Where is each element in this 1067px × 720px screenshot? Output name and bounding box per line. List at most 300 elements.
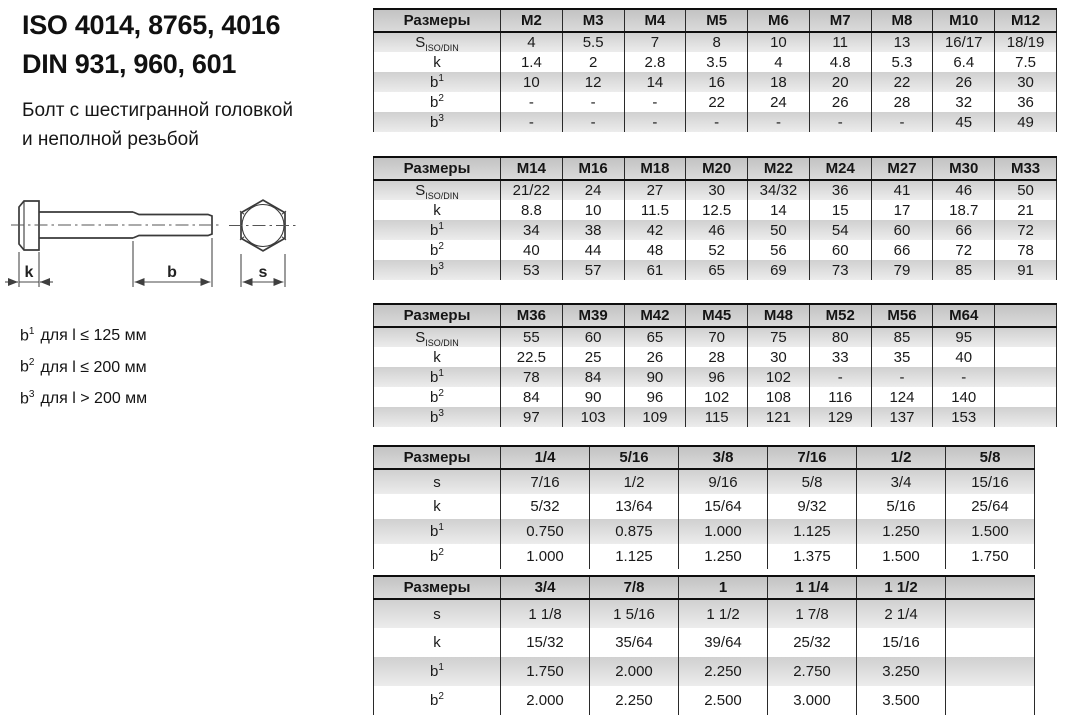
size-column-header: 1/4	[501, 446, 590, 469]
value-cell: 72	[933, 240, 995, 260]
value-cell: 21	[995, 200, 1057, 220]
value-cell: 9/16	[679, 469, 768, 494]
row-label: $b^2$	[374, 686, 501, 715]
value-cell: -	[748, 112, 810, 132]
size-column-header: M18	[624, 157, 686, 180]
value-cell: 18/19	[995, 32, 1057, 52]
value-cell: 4	[501, 32, 563, 52]
value-cell: 90	[562, 387, 624, 407]
value-cell: 1.500	[946, 519, 1035, 544]
value-cell: 22	[871, 72, 933, 92]
value-cell: 1.250	[679, 544, 768, 569]
value-cell: 85	[933, 260, 995, 280]
dim-label-b: b	[167, 264, 177, 281]
value-cell: 44	[562, 240, 624, 260]
value-cell: 5.5	[562, 32, 624, 52]
table-row	[374, 52, 1057, 72]
row-label: $b^1$	[374, 72, 501, 92]
value-cell: 1 7/8	[768, 599, 857, 628]
value-cell: 53	[501, 260, 563, 280]
value-cell: 1.375	[768, 544, 857, 569]
row-label: $S_{ISO/DIN}$	[374, 32, 501, 52]
table-row	[374, 260, 1057, 280]
note-superscript: 3	[28, 388, 35, 400]
value-cell: -	[501, 112, 563, 132]
table-row	[374, 407, 1057, 427]
value-cell: 3.000	[768, 686, 857, 715]
value-cell: -	[871, 112, 933, 132]
value-cell: 91	[995, 260, 1057, 280]
size-column-header: M30	[933, 157, 995, 180]
table-row	[374, 494, 1035, 519]
value-cell: 61	[624, 260, 686, 280]
row-label: k	[374, 52, 501, 72]
value-cell: 2.250	[679, 657, 768, 686]
value-cell: 21/22	[501, 180, 563, 200]
row-label: $b^2$	[374, 240, 501, 260]
table-row	[374, 387, 1057, 407]
note-b1	[20, 318, 147, 349]
sizes-header-cell: Размеры	[374, 304, 501, 327]
table-row	[374, 200, 1057, 220]
row-label: $S_{ISO/DIN}$	[374, 327, 501, 347]
value-cell: 96	[624, 387, 686, 407]
dimension-table	[373, 156, 1057, 280]
row-label: $b^2$	[374, 544, 501, 569]
table-row	[374, 367, 1057, 387]
value-cell: 6.4	[933, 52, 995, 72]
value-cell: 33	[809, 347, 871, 367]
value-cell: 50	[748, 220, 810, 240]
size-column-header: M10	[933, 9, 995, 32]
row-label: $b^1$	[374, 657, 501, 686]
value-cell: 50	[995, 180, 1057, 200]
size-column-header: M4	[624, 9, 686, 32]
value-cell: 1.125	[590, 544, 679, 569]
value-cell: 15/32	[501, 628, 590, 657]
value-cell: 15/16	[946, 469, 1035, 494]
note-symbol: b	[20, 389, 29, 407]
size-column-header: M39	[562, 304, 624, 327]
value-cell: -	[562, 112, 624, 132]
value-cell: 102	[748, 367, 810, 387]
product-subtitle-line1: Болт с шестигранной головкой	[22, 100, 293, 121]
dimension-table	[373, 303, 1057, 427]
value-cell: 25	[562, 347, 624, 367]
value-cell: 1.250	[857, 519, 946, 544]
note-condition: для l ≤ 200 мм	[40, 358, 147, 376]
value-cell: 8	[686, 32, 748, 52]
value-cell: 129	[809, 407, 871, 427]
value-cell: 65	[686, 260, 748, 280]
value-cell: 96	[686, 367, 748, 387]
size-column-header: M7	[809, 9, 871, 32]
value-cell: 2.250	[590, 686, 679, 715]
value-cell: 1/2	[590, 469, 679, 494]
value-cell: 124	[871, 387, 933, 407]
value-cell: 109	[624, 407, 686, 427]
value-cell: 153	[933, 407, 995, 427]
value-cell: 5/32	[501, 494, 590, 519]
value-cell: 78	[995, 240, 1057, 260]
product-subtitle	[22, 96, 293, 154]
value-cell: 5/16	[857, 494, 946, 519]
value-cell: 40	[933, 347, 995, 367]
value-cell	[995, 407, 1057, 427]
value-cell: 27	[624, 180, 686, 200]
table-metric-m36-m64	[373, 303, 1057, 427]
value-cell: 49	[995, 112, 1057, 132]
value-cell: 32	[933, 92, 995, 112]
value-cell: 25/32	[768, 628, 857, 657]
value-cell: 46	[686, 220, 748, 240]
table-row	[374, 519, 1035, 544]
value-cell: 90	[624, 367, 686, 387]
value-cell: 22.5	[501, 347, 563, 367]
value-cell: 22	[686, 92, 748, 112]
table-row	[374, 112, 1057, 132]
value-cell	[946, 628, 1035, 657]
value-cell: 26	[809, 92, 871, 112]
value-cell: 3.250	[857, 657, 946, 686]
dimension-k	[5, 252, 53, 287]
value-cell: 85	[871, 327, 933, 347]
value-cell: -	[562, 92, 624, 112]
size-column-header: M56	[871, 304, 933, 327]
row-label: k	[374, 200, 501, 220]
value-cell: 35/64	[590, 628, 679, 657]
sizes-header-cell: Размеры	[374, 446, 501, 469]
value-cell: 12	[562, 72, 624, 92]
value-cell: 65	[624, 327, 686, 347]
value-cell: 1.750	[946, 544, 1035, 569]
value-cell	[995, 327, 1057, 347]
table-metric-m14-m33	[373, 156, 1057, 280]
size-column-header: M33	[995, 157, 1057, 180]
value-cell: 5.3	[871, 52, 933, 72]
value-cell: 2.000	[590, 657, 679, 686]
value-cell: 40	[501, 240, 563, 260]
note-b3	[20, 381, 147, 412]
value-cell: 115	[686, 407, 748, 427]
value-cell: 97	[501, 407, 563, 427]
bolt-head-view	[229, 200, 297, 251]
value-cell: 9/32	[768, 494, 857, 519]
value-cell: 46	[933, 180, 995, 200]
value-cell: 15	[809, 200, 871, 220]
value-cell: 73	[809, 260, 871, 280]
value-cell: 60	[562, 327, 624, 347]
row-label: $b^2$	[374, 92, 501, 112]
size-column-header: M3	[562, 9, 624, 32]
size-column-header: M27	[871, 157, 933, 180]
value-cell: 20	[809, 72, 871, 92]
note-superscript: 2	[28, 357, 35, 369]
size-column-header: M8	[871, 9, 933, 32]
dim-label-s: s	[258, 264, 268, 281]
table-row	[374, 628, 1035, 657]
size-column-header: 7/16	[768, 446, 857, 469]
value-cell: 1 1/8	[501, 599, 590, 628]
value-cell: 95	[933, 327, 995, 347]
table-row	[374, 92, 1057, 112]
size-column-header: M6	[748, 9, 810, 32]
size-column-header: 5/16	[590, 446, 679, 469]
row-label: s	[374, 469, 501, 494]
value-cell: 3/4	[857, 469, 946, 494]
value-cell: 102	[686, 387, 748, 407]
value-cell: 103	[562, 407, 624, 427]
value-cell: 52	[686, 240, 748, 260]
table-row	[374, 469, 1035, 494]
row-label: $b^1$	[374, 220, 501, 240]
value-cell: 79	[871, 260, 933, 280]
value-cell: 28	[871, 92, 933, 112]
value-cell: 16	[686, 72, 748, 92]
value-cell: 42	[624, 220, 686, 240]
row-label: $b^1$	[374, 367, 501, 387]
value-cell: 11	[809, 32, 871, 52]
value-cell: 1 5/16	[590, 599, 679, 628]
product-subtitle-line2: и неполной резьбой	[22, 129, 199, 150]
value-cell: 15/64	[679, 494, 768, 519]
value-cell	[946, 599, 1035, 628]
size-column-header: 1	[679, 576, 768, 599]
value-cell: 137	[871, 407, 933, 427]
value-cell: 2 1/4	[857, 599, 946, 628]
value-cell: 38	[562, 220, 624, 240]
row-label: s	[374, 599, 501, 628]
row-label: $b^2$	[374, 387, 501, 407]
value-cell: 1.000	[501, 544, 590, 569]
value-cell: 45	[933, 112, 995, 132]
row-label: $b^3$	[374, 260, 501, 280]
size-column-header: M5	[686, 9, 748, 32]
value-cell: 10	[748, 32, 810, 52]
note-condition: для l ≤ 125 мм	[40, 327, 147, 345]
size-column-header: M16	[562, 157, 624, 180]
value-cell: 26	[933, 72, 995, 92]
table-row	[374, 180, 1057, 200]
value-cell: 11.5	[624, 200, 686, 220]
value-cell: -	[809, 112, 871, 132]
size-column-header: 1 1/4	[768, 576, 857, 599]
value-cell: 5/8	[768, 469, 857, 494]
value-cell: 24	[748, 92, 810, 112]
value-cell: 14	[624, 72, 686, 92]
dimension-table	[373, 575, 1035, 715]
sizes-header-cell: Размеры	[374, 576, 501, 599]
value-cell: 1.750	[501, 657, 590, 686]
value-cell: 18.7	[933, 200, 995, 220]
table-row	[374, 240, 1057, 260]
dimension-table	[373, 445, 1035, 569]
size-column-header: M12	[995, 9, 1057, 32]
value-cell: 4.8	[809, 52, 871, 72]
value-cell	[946, 657, 1035, 686]
value-cell: 24	[562, 180, 624, 200]
value-cell: 7.5	[995, 52, 1057, 72]
value-cell: 3.500	[857, 686, 946, 715]
value-cell: 1.125	[768, 519, 857, 544]
value-cell: 10	[501, 72, 563, 92]
size-column-header: M52	[809, 304, 871, 327]
value-cell: 15/16	[857, 628, 946, 657]
value-cell: 1.500	[857, 544, 946, 569]
value-cell: 60	[809, 240, 871, 260]
value-cell: 0.750	[501, 519, 590, 544]
value-cell: -	[686, 112, 748, 132]
row-label: k	[374, 494, 501, 519]
note-b2	[20, 349, 147, 380]
size-column-header: M45	[686, 304, 748, 327]
note-symbol: b	[20, 327, 29, 345]
value-cell: 3.5	[686, 52, 748, 72]
value-cell: 57	[562, 260, 624, 280]
value-cell: 48	[624, 240, 686, 260]
value-cell: 75	[748, 327, 810, 347]
value-cell: -	[871, 367, 933, 387]
value-cell: 116	[809, 387, 871, 407]
value-cell: 54	[809, 220, 871, 240]
table-row	[374, 686, 1035, 715]
value-cell: 78	[501, 367, 563, 387]
size-column-header: M14	[501, 157, 563, 180]
value-cell: 30	[995, 72, 1057, 92]
standards-title-iso: ISO 4014, 8765, 4016	[22, 10, 281, 40]
value-cell: 108	[748, 387, 810, 407]
size-column-header: M20	[686, 157, 748, 180]
value-cell	[995, 347, 1057, 367]
value-cell: 70	[686, 327, 748, 347]
value-cell: 121	[748, 407, 810, 427]
value-cell: 56	[748, 240, 810, 260]
value-cell: 30	[748, 347, 810, 367]
table-row	[374, 347, 1057, 367]
value-cell: 34/32	[748, 180, 810, 200]
size-column-header: 7/8	[590, 576, 679, 599]
value-cell: 80	[809, 327, 871, 347]
value-cell: 72	[995, 220, 1057, 240]
table-row	[374, 599, 1035, 628]
value-cell: 41	[871, 180, 933, 200]
value-cell: 7	[624, 32, 686, 52]
note-symbol: b	[20, 358, 29, 376]
value-cell: 35	[871, 347, 933, 367]
value-cell: 16/17	[933, 32, 995, 52]
dimension-s	[241, 254, 285, 287]
table-row	[374, 544, 1035, 569]
value-cell: 28	[686, 347, 748, 367]
value-cell: 13	[871, 32, 933, 52]
value-cell: 30	[686, 180, 748, 200]
value-cell: 2	[562, 52, 624, 72]
table-inch-large	[373, 575, 1035, 715]
value-cell: -	[933, 367, 995, 387]
value-cell: 8.8	[501, 200, 563, 220]
size-column-header: M36	[501, 304, 563, 327]
value-cell: 1.000	[679, 519, 768, 544]
table-row	[374, 657, 1035, 686]
value-cell: 55	[501, 327, 563, 347]
note-superscript: 1	[28, 326, 35, 337]
value-cell: 2.8	[624, 52, 686, 72]
value-cell: 84	[562, 367, 624, 387]
table-row	[374, 32, 1057, 52]
row-label: $S_{ISO/DIN}$	[374, 180, 501, 200]
value-cell: 39/64	[679, 628, 768, 657]
empty-header-cell	[995, 304, 1057, 327]
row-label: k	[374, 628, 501, 657]
value-cell: -	[624, 92, 686, 112]
size-column-header: 3/4	[501, 576, 590, 599]
value-cell: 14	[748, 200, 810, 220]
size-column-header: 1 1/2	[857, 576, 946, 599]
value-cell: 34	[501, 220, 563, 240]
dimension-table	[373, 8, 1057, 132]
value-cell: 36	[809, 180, 871, 200]
value-cell: 69	[748, 260, 810, 280]
note-condition: для l > 200 мм	[40, 389, 148, 407]
standards-title-block	[22, 6, 280, 84]
value-cell: 66	[933, 220, 995, 240]
table-row	[374, 327, 1057, 347]
value-cell: -	[624, 112, 686, 132]
row-label: $b^3$	[374, 407, 501, 427]
sizes-header-cell: Размеры	[374, 9, 501, 32]
value-cell: 66	[871, 240, 933, 260]
row-label: $b^3$	[374, 112, 501, 132]
size-column-header: 1/2	[857, 446, 946, 469]
row-label: $b^1$	[374, 519, 501, 544]
size-column-header: 3/8	[679, 446, 768, 469]
value-cell: 7/16	[501, 469, 590, 494]
table-metric-m2-m12	[373, 8, 1057, 132]
value-cell: 0.875	[590, 519, 679, 544]
value-cell: 17	[871, 200, 933, 220]
value-cell: 60	[871, 220, 933, 240]
value-cell: 2.500	[679, 686, 768, 715]
value-cell	[995, 367, 1057, 387]
size-column-header: 5/8	[946, 446, 1035, 469]
size-column-header: M24	[809, 157, 871, 180]
value-cell: -	[809, 367, 871, 387]
size-column-header: M22	[748, 157, 810, 180]
dimension-b	[133, 238, 212, 287]
size-column-header: M42	[624, 304, 686, 327]
value-cell: 84	[501, 387, 563, 407]
table-row	[374, 72, 1057, 92]
table-row	[374, 220, 1057, 240]
standards-title-din: DIN 931, 960, 601	[22, 49, 237, 79]
value-cell: 36	[995, 92, 1057, 112]
size-column-header: M2	[501, 9, 563, 32]
sizes-header-cell: Размеры	[374, 157, 501, 180]
value-cell: 13/64	[590, 494, 679, 519]
value-cell: -	[501, 92, 563, 112]
value-cell: 10	[562, 200, 624, 220]
empty-header-cell	[946, 576, 1035, 599]
size-column-header: M64	[933, 304, 995, 327]
value-cell: 12.5	[686, 200, 748, 220]
bolt-side-view	[11, 201, 220, 250]
value-cell: 2.000	[501, 686, 590, 715]
value-cell: 1 1/2	[679, 599, 768, 628]
value-cell: 18	[748, 72, 810, 92]
row-label: k	[374, 347, 501, 367]
value-cell: 140	[933, 387, 995, 407]
thread-length-notes	[20, 318, 147, 412]
